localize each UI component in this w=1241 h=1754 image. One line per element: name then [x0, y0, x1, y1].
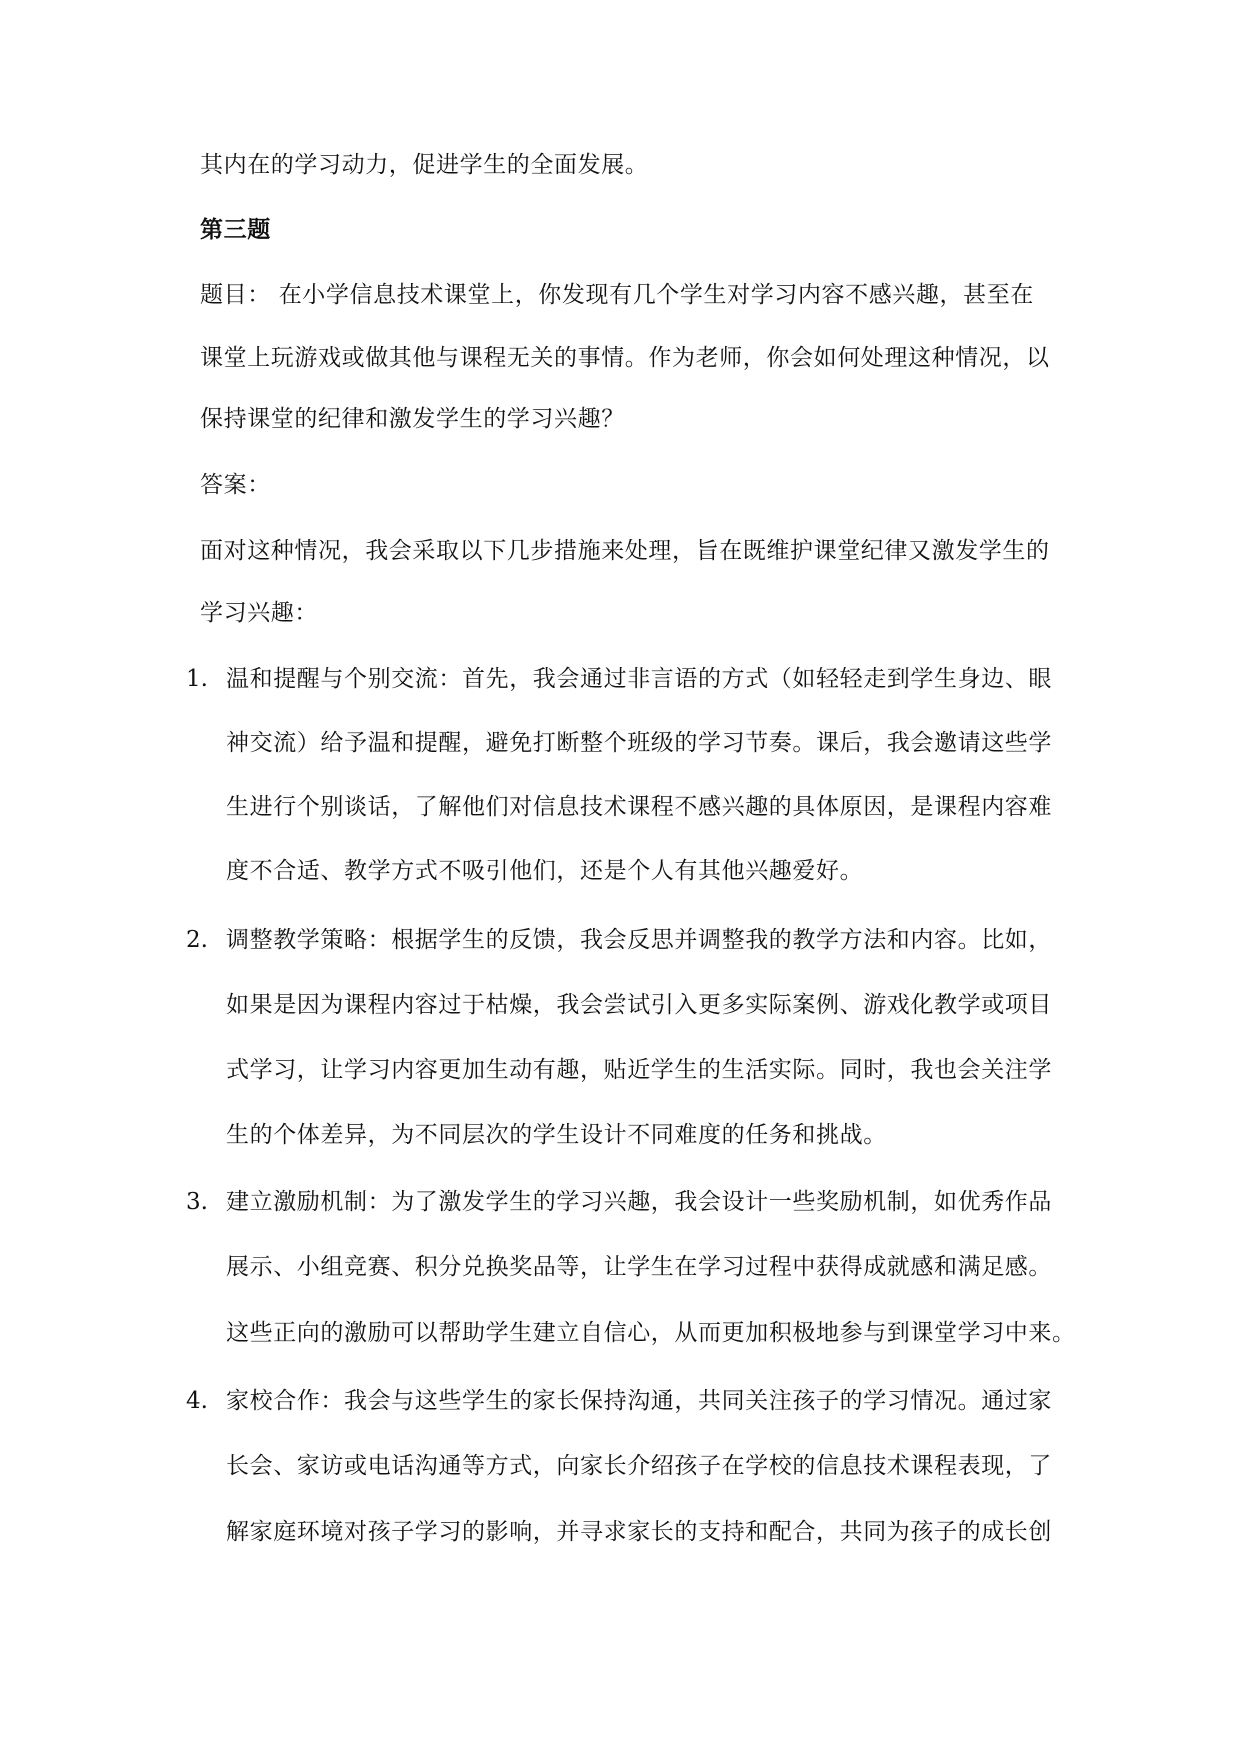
list-item-line: 温和提醒与个别交流：首先，我会通过非言语的方式（如轻轻走到学生身边、眼 [226, 666, 1052, 692]
list-item-number: 2. [186, 927, 208, 953]
list-item-number: 3. [186, 1189, 208, 1215]
answer-label: 答案： [200, 472, 271, 498]
list-item-line: 长会、家访或电话沟通等方式，向家长介绍孩子在学校的信息技术课程表现，了 [226, 1453, 1052, 1479]
list-item-line: 度不合适、教学方式不吸引他们，还是个人有其他兴趣爱好。 [226, 858, 864, 884]
list-item-line: 调整教学策略：根据学生的反馈，我会反思并调整我的教学方法和内容。比如， [226, 927, 1052, 953]
question-line: 保持课堂的纪律和激发学生的学习兴趣？ [200, 406, 625, 432]
list-item-line: 如果是因为课程内容过于枯燥，我会尝试引入更多实际案例、游戏化教学或项目 [226, 992, 1052, 1018]
list-item-line: 家校合作：我会与这些学生的家长保持沟通，共同关注孩子的学习情况。通过家 [226, 1388, 1052, 1414]
list-item-line: 生进行个别谈话，了解他们对信息技术课程不感兴趣的具体原因，是课程内容难 [226, 794, 1052, 820]
intro-line: 其内在的学习动力，促进学生的全面发展。 [200, 152, 649, 178]
list-item-line: 建立激励机制：为了激发学生的学习兴趣，我会设计一些奖励机制，如优秀作品 [226, 1189, 1052, 1215]
question-line: 题目： 在小学信息技术课堂上，你发现有几个学生对学习内容不感兴趣，甚至在 [200, 282, 1034, 308]
list-item-line: 生的个体差异，为不同层次的学生设计不同难度的任务和挑战。 [226, 1122, 887, 1148]
list-item-line: 展示、小组竞赛、积分兑换奖品等，让学生在学习过程中获得成就感和满足感。 [226, 1254, 1052, 1280]
list-item-number: 1. [186, 666, 208, 692]
question-line: 课堂上玩游戏或做其他与课程无关的事情。作为老师，你会如何处理这种情况，以 [200, 345, 1050, 371]
answer-intro-line: 面对这种情况，我会采取以下几步措施来处理，旨在既维护课堂纪律又激发学生的 [200, 538, 1050, 564]
list-item-line: 神交流）给予温和提醒，避免打断整个班级的学习节奏。课后，我会邀请这些学 [226, 730, 1052, 756]
list-item-line: 式学习，让学习内容更加生动有趣，贴近学生的生活实际。同时，我也会关注学 [226, 1057, 1052, 1083]
answer-intro-line: 学习兴趣： [200, 600, 318, 626]
list-item-line: 这些正向的激励可以帮助学生建立自信心，从而更加积极地参与到课堂学习中来。 [226, 1320, 1076, 1346]
section-title: 第三题 [200, 217, 271, 243]
list-item-number: 4. [186, 1388, 208, 1414]
list-item-line: 解家庭环境对孩子学习的影响，并寻求家长的支持和配合，共同为孩子的成长创 [226, 1519, 1052, 1545]
